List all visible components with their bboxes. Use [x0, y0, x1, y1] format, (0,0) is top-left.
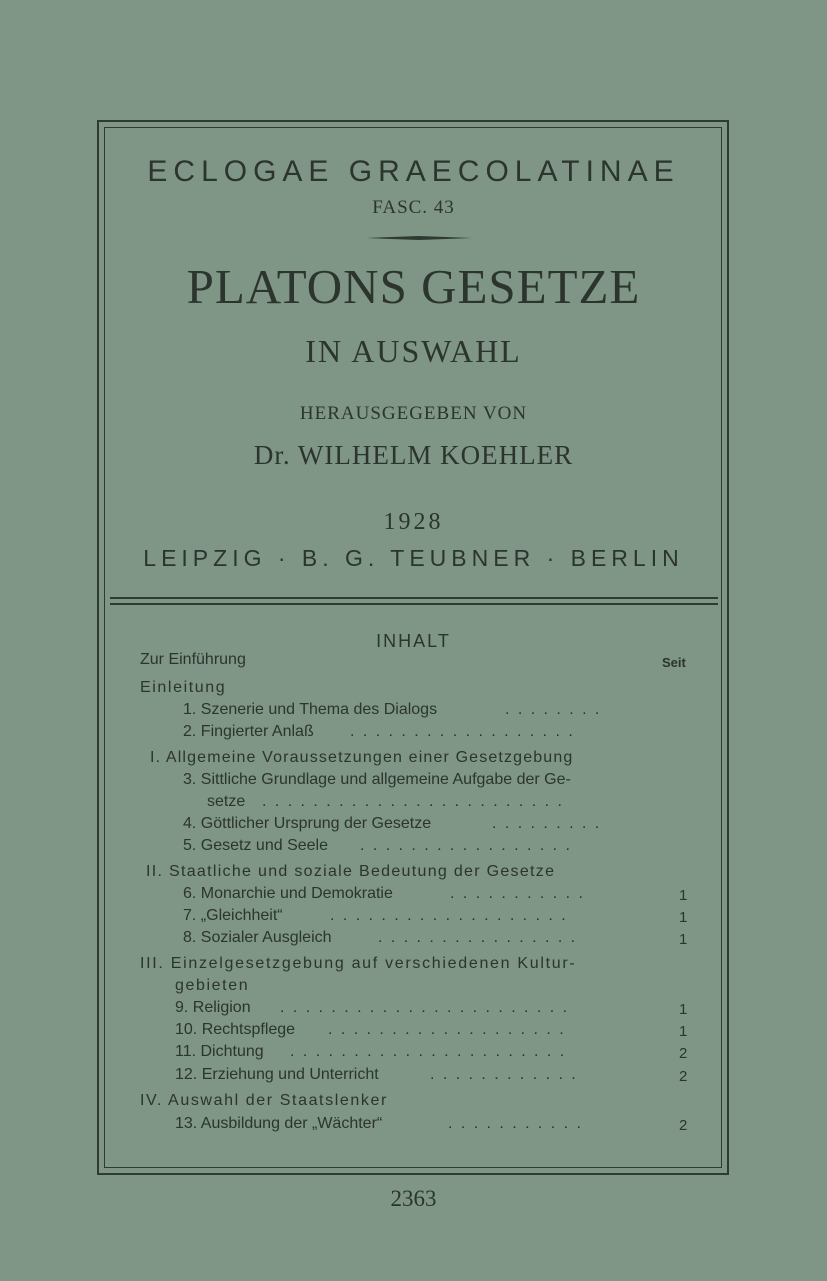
toc-entry: setze	[207, 793, 246, 810]
toc-section: IV. Auswahl der Staatslenker	[140, 1092, 388, 1109]
leader-dots: ..................	[350, 723, 582, 740]
toc-entry: 6. Monarchie und Demokratie	[183, 885, 393, 902]
toc-section: I. Allgemeine Voraussetzungen einer Gesetzgebung	[150, 749, 574, 766]
toc-entry: 9. Religion	[175, 999, 251, 1016]
editor-label: HERAUSGEGEBEN VON	[299, 403, 528, 424]
page-number: 1	[679, 1023, 688, 1040]
series-title: ECLOGAE GRAECOLATINAE	[147, 155, 680, 188]
toc-page-label: Seit	[662, 655, 686, 670]
editor-name: Dr. WILHELM KOEHLER	[253, 440, 574, 470]
leader-dots: .......................	[280, 999, 576, 1016]
toc-section: gebieten	[175, 977, 250, 994]
leader-dots: ...................	[330, 907, 575, 924]
toc-entry: 1. Szenerie und Thema des Dialogs	[183, 701, 438, 718]
divider-bottom	[110, 603, 718, 605]
toc-entry: 2. Fingierter Anlaß	[183, 723, 314, 740]
toc-entry: 5. Gesetz und Seele	[183, 837, 328, 854]
publisher-line: LEIPZIG · B. G. TEUBNER · BERLIN	[143, 545, 684, 571]
page-number: 1	[679, 931, 688, 948]
ornament-rule	[366, 236, 472, 240]
publication-year: 1928	[383, 509, 444, 535]
leader-dots: ......................	[290, 1043, 573, 1060]
toc-entry: 8. Sozialer Ausgleich	[183, 929, 332, 946]
leader-dots: .................	[360, 837, 579, 854]
page-number: 2	[679, 1068, 688, 1085]
leader-dots: ............	[430, 1066, 585, 1083]
fascicle-number: FASC. 43	[372, 197, 455, 218]
toc-einleitung: Einleitung	[140, 679, 227, 696]
catalog-number: 2363	[390, 1186, 437, 1211]
divider-top	[110, 597, 718, 599]
toc-intro: Zur Einführung	[140, 651, 246, 668]
toc-section: III. Einzelgesetzgebung auf verschiedenen Kultur-	[140, 955, 577, 972]
leader-dots: ...........	[450, 885, 592, 902]
book-subtitle: IN AUSWAHL	[305, 333, 522, 369]
toc-entry: 7. „Gleichheit“	[183, 907, 283, 924]
leader-dots: ................	[378, 929, 584, 946]
page-number: 1	[679, 909, 688, 926]
toc-heading: INHALT	[376, 631, 451, 651]
page-number: 2	[679, 1045, 688, 1062]
toc-entry: 4. Göttlicher Ursprung der Gesetze	[183, 815, 432, 832]
toc-entry: 13. Ausbildung der „Wächter“	[175, 1115, 383, 1132]
toc-section: II. Staatliche und soziale Bedeutung der Gesetze	[146, 863, 556, 880]
page-number: 1	[679, 1001, 688, 1018]
leader-dots: .........	[492, 815, 608, 832]
toc-entry: 3. Sittliche Grundlage und allgemeine Aufgabe der Ge-	[183, 771, 571, 788]
leader-dots: ...................	[328, 1021, 573, 1038]
book-title: PLATONS GESETZE	[186, 259, 641, 314]
leader-dots: ...........	[448, 1115, 590, 1132]
toc-entry: 10. Rechtspflege	[175, 1021, 296, 1038]
toc-entry: 12. Erziehung und Unterricht	[175, 1066, 379, 1083]
page-number: 2	[679, 1117, 688, 1134]
leader-dots: ........................	[262, 793, 571, 810]
toc-entry: 11. Dichtung	[175, 1043, 264, 1060]
leader-dots: ........	[505, 701, 608, 718]
page-number: 1	[679, 887, 688, 904]
